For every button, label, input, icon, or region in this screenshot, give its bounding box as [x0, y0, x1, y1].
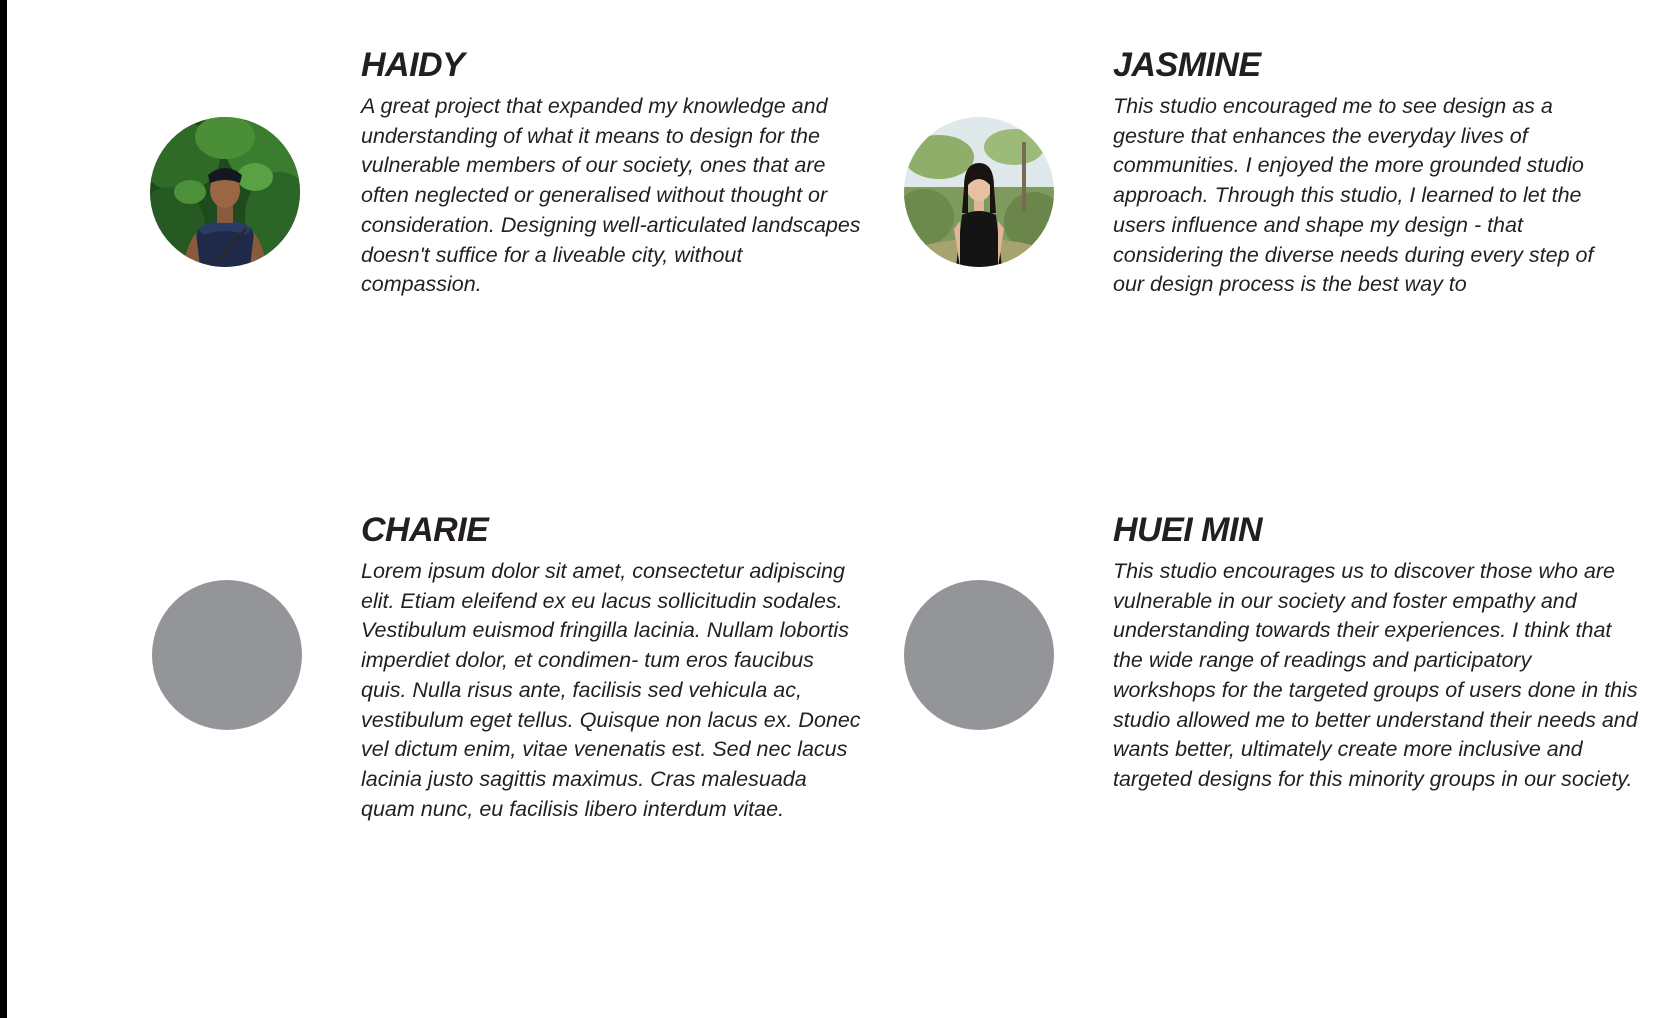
person-name: JASMINE — [1113, 46, 1261, 84]
left-edge-bar — [0, 0, 7, 1018]
testimonial-quote: A great project that expanded my knowledge and understanding of what it means to design for the vulnerable members of our society, ones that are often neglected or generalised without thought or consideration. Designing well-articulated landscapes doesn't suffice for a liveable city, without compassion. — [361, 94, 861, 297]
person-name: HAIDY — [361, 46, 465, 84]
person-name: HUEI MIN — [1113, 511, 1262, 549]
testimonial-quote: This studio encouraged me to see design as a gesture that enhances the everyday lives of communities. I enjoyed the more grounded studio approach. Through this studio, I learned to let the users influence and shape my design - that considering the diverse needs during every step of our design process is the best way to — [1113, 94, 1594, 297]
testimonial-quote: This studio encourages us to discover those who are vulnerable in our society and foster empathy and understanding towards their experiences. I think that the wide range of readings and participatory workshops for the targeted groups of users done in this studio allowed me to better understand their needs and wants better, ultimately create more inclusive and targeted designs for this minority groups in our society. — [1113, 559, 1638, 791]
avatar-haidy — [150, 117, 300, 267]
testimonial-quote: Lorem ipsum dolor sit amet, consectetur adipiscing elit. Etiam eleifend ex eu lacus sollicitudin sodales. Vestibulum euismod fringilla lacinia. Nullam lobortis imperdiet dolor, et condimen- tum eros faucibus quis. Nulla risus ante, facilisis sed vehicula ac, vestibulum eget tellus. Quisque non lacus ex. Donec vel dictum enim, vitae venenatis est. Sed nec lacus lacinia justo sagittis maximus. Cras malesuada quam nunc, eu facilisis libero interdum vitae. — [361, 559, 861, 821]
avatar-jasmine — [904, 117, 1054, 267]
avatar-placeholder — [152, 580, 302, 730]
avatar-placeholder — [904, 580, 1054, 730]
person-name: CHARIE — [361, 511, 489, 549]
